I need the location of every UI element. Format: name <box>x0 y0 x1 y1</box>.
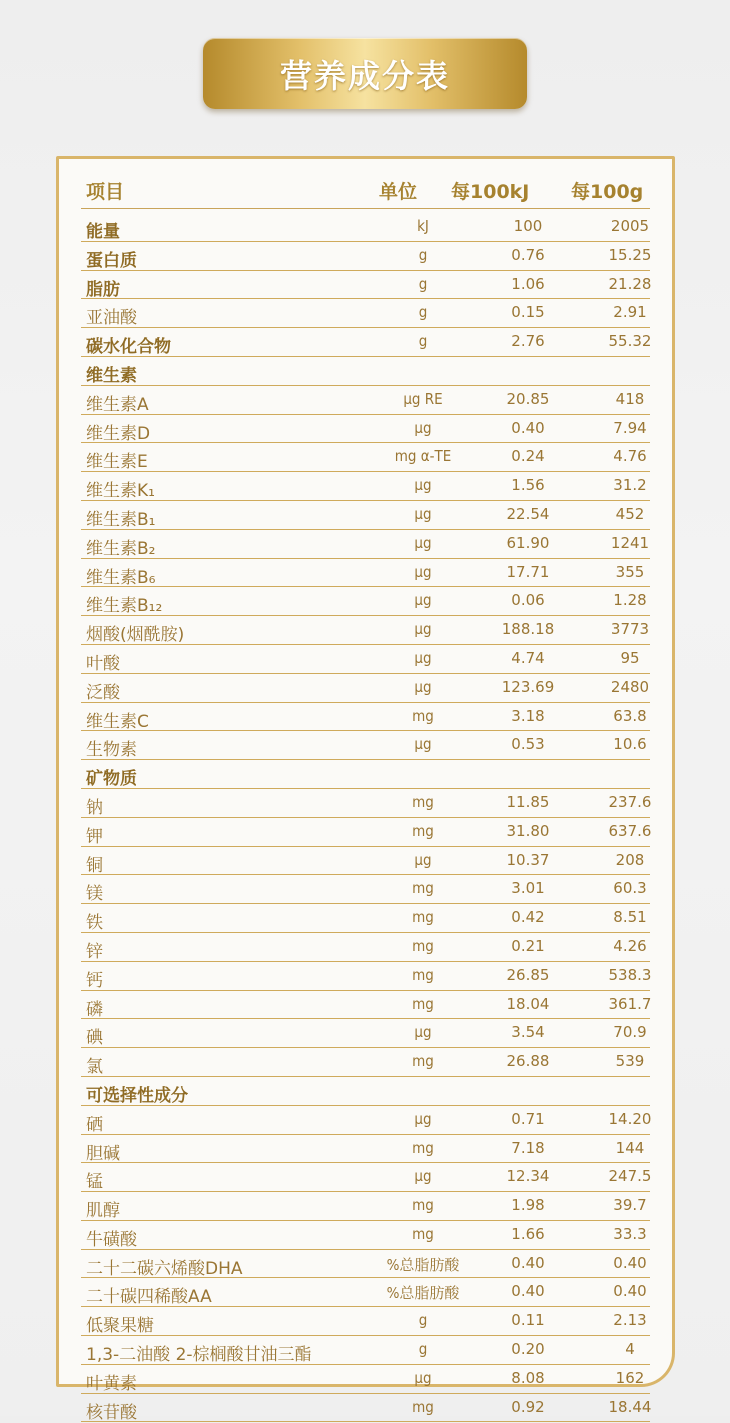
value-per-100g: 208 <box>615 850 645 869</box>
value-per-100g: 15.25 <box>608 245 652 264</box>
value-per-100kj: 1.98 <box>511 1196 545 1215</box>
value-per-100g: 418 <box>615 389 645 408</box>
header-divider <box>81 208 650 209</box>
table-row <box>81 1106 650 1135</box>
value-per-100kj: 0.53 <box>511 735 545 754</box>
nutrient-name: 碳水化合物 <box>86 337 171 358</box>
table-row <box>81 875 650 904</box>
table-row <box>81 1336 650 1365</box>
table-row <box>81 501 650 530</box>
nutrient-unit: mg <box>412 1052 434 1071</box>
nutrient-name: 碘 <box>86 1028 103 1049</box>
nutrient-name: 维生素B₆ <box>86 567 156 588</box>
value-per-100g: 3773 <box>610 620 650 639</box>
nutrient-unit: g <box>418 1311 428 1330</box>
value-per-100g: 4.26 <box>613 936 647 955</box>
value-per-100kj: 11.85 <box>506 792 550 811</box>
value-per-100g: 162 <box>615 1368 645 1387</box>
nutrient-name: 脂肪 <box>86 279 120 300</box>
value-per-100kj: 1.56 <box>511 476 545 495</box>
table-row <box>81 789 650 818</box>
nutrient-unit: mg <box>412 821 434 840</box>
table-row <box>81 1019 650 1048</box>
nutrient-name: 维生素 <box>86 365 137 386</box>
value-per-100kj: 3.01 <box>511 879 545 898</box>
nutrient-unit: mg <box>412 792 434 811</box>
value-per-100g: 452 <box>615 504 645 523</box>
value-per-100kj: 0.20 <box>511 1340 545 1359</box>
value-per-100g: 10.6 <box>613 735 647 754</box>
nutrient-unit: μg <box>414 1109 432 1128</box>
value-per-100kj: 3.18 <box>511 706 545 725</box>
nutrient-name: 叶酸 <box>86 653 120 674</box>
nutrient-name: 烟酸(烟酰胺) <box>86 625 185 646</box>
value-per-100g: 33.3 <box>613 1224 647 1243</box>
nutrient-unit: μg <box>414 735 432 754</box>
nutrient-unit: g <box>418 332 428 351</box>
value-per-100kj: 1.66 <box>511 1224 545 1243</box>
nutrient-unit: mg <box>412 1224 434 1243</box>
table-row <box>81 933 650 962</box>
value-per-100kj: 61.90 <box>506 533 550 552</box>
value-per-100g: 39.7 <box>613 1196 647 1215</box>
table-row <box>81 731 650 760</box>
header-unit: 单位 <box>379 181 418 203</box>
value-per-100kj: 10.37 <box>506 850 550 869</box>
value-per-100g: 4 <box>625 1340 635 1359</box>
nutrient-unit: g <box>418 303 428 322</box>
value-per-100g: 237.6 <box>608 792 652 811</box>
table-row <box>81 587 650 616</box>
nutrient-unit: mg <box>412 1196 434 1215</box>
value-per-100g: 0.40 <box>613 1253 647 1272</box>
nutrient-unit: g <box>418 245 428 264</box>
nutrient-unit: mg <box>412 706 434 725</box>
nutrient-unit: μg <box>414 504 432 523</box>
table-row <box>81 1307 650 1336</box>
nutrient-unit: g <box>418 274 428 293</box>
nutrient-name: 维生素B₂ <box>86 538 156 559</box>
nutrient-name: 可选择性成分 <box>86 1085 188 1106</box>
nutrient-name: 核苷酸 <box>86 1402 137 1423</box>
value-per-100g: 637.6 <box>608 821 652 840</box>
table-row <box>81 674 650 703</box>
nutrient-unit: mg <box>412 936 434 955</box>
value-per-100kj: 0.40 <box>511 1253 545 1272</box>
value-per-100g: 0.40 <box>613 1282 647 1301</box>
value-per-100g: 2.91 <box>613 303 647 322</box>
table-row <box>81 991 650 1020</box>
nutrient-unit: μg <box>414 1167 432 1186</box>
nutrient-unit: μg RE <box>403 389 443 408</box>
nutrient-name: 二十碳四稀酸AA <box>86 1287 212 1308</box>
value-per-100kj: 4.74 <box>511 648 545 667</box>
nutrient-name: 矿物质 <box>86 769 137 790</box>
nutrient-unit: μg <box>414 591 432 610</box>
nutrient-name: 氯 <box>86 1057 103 1078</box>
table-row <box>81 443 650 472</box>
value-per-100g: 63.8 <box>613 706 647 725</box>
value-per-100kj: 12.34 <box>506 1167 550 1186</box>
value-per-100kj: 0.06 <box>511 591 545 610</box>
table-row <box>81 271 650 300</box>
value-per-100kj: 17.71 <box>506 562 550 581</box>
value-per-100kj: 0.24 <box>511 447 545 466</box>
table-row <box>81 1250 650 1279</box>
value-per-100g: 144 <box>615 1138 645 1157</box>
title-banner <box>203 38 527 109</box>
nutrient-unit: μg <box>414 476 432 495</box>
value-per-100g: 539 <box>615 1052 645 1071</box>
nutrient-name: 锌 <box>86 941 103 962</box>
value-per-100g: 538.3 <box>608 965 652 984</box>
nutrient-unit: mg <box>412 965 434 984</box>
nutrient-unit: g <box>418 1340 428 1359</box>
nutrient-unit: μg <box>414 677 432 696</box>
header-name: 项目 <box>86 181 125 203</box>
value-per-100kj: 100 <box>513 217 543 235</box>
table-row <box>81 616 650 645</box>
table-row <box>81 559 650 588</box>
table-row <box>81 1394 650 1423</box>
table-row <box>81 818 650 847</box>
nutrient-unit: mg <box>412 1397 434 1416</box>
nutrient-unit: mg <box>412 908 434 927</box>
value-per-100g: 7.94 <box>613 418 647 437</box>
table-row <box>81 386 650 415</box>
value-per-100g: 2.13 <box>613 1311 647 1330</box>
nutrient-unit: μg <box>414 562 432 581</box>
value-per-100kj: 0.40 <box>511 1282 545 1301</box>
table-row <box>81 530 650 559</box>
value-per-100g: 18.44 <box>608 1397 652 1416</box>
table-row <box>81 1278 650 1307</box>
nutrient-name: 维生素D <box>86 423 151 444</box>
nutrient-unit: mg <box>412 1138 434 1157</box>
category-row <box>81 1077 650 1106</box>
nutrient-unit: μg <box>414 648 432 667</box>
nutrient-unit: mg <box>412 994 434 1013</box>
nutrient-unit: kJ <box>417 217 429 235</box>
value-per-100g: 2005 <box>610 217 650 235</box>
value-per-100kj: 7.18 <box>511 1138 545 1157</box>
value-per-100g: 2480 <box>610 677 650 696</box>
nutrient-name: 维生素C <box>86 711 149 732</box>
nutrient-name: 1,3-二油酸 2-棕榈酸甘油三酯 <box>86 1345 312 1366</box>
table-row <box>81 847 650 876</box>
table-row <box>81 1163 650 1192</box>
nutrient-name: 维生素K₁ <box>86 481 155 502</box>
table-row <box>81 415 650 444</box>
value-per-100g: 4.76 <box>613 447 647 466</box>
table-body <box>59 213 672 1422</box>
nutrient-name: 肌醇 <box>86 1201 120 1222</box>
value-per-100g: 70.9 <box>613 1023 647 1042</box>
value-per-100kj: 20.85 <box>506 389 550 408</box>
nutrient-name: 叶黄素 <box>86 1373 137 1394</box>
table-row <box>81 1135 650 1164</box>
nutrient-name: 维生素A <box>86 394 149 415</box>
value-per-100kj: 0.42 <box>511 908 545 927</box>
value-per-100kj: 26.85 <box>506 965 550 984</box>
header-per-100kj: 每100kJ <box>451 181 530 203</box>
value-per-100kj: 188.18 <box>501 620 555 639</box>
table-row <box>81 1192 650 1221</box>
value-per-100g: 1241 <box>610 533 650 552</box>
value-per-100kj: 18.04 <box>506 994 550 1013</box>
nutrient-unit: μg <box>414 418 432 437</box>
value-per-100kj: 31.80 <box>506 821 550 840</box>
table-row <box>81 703 650 732</box>
nutrient-name: 铁 <box>86 913 103 934</box>
value-per-100kj: 26.88 <box>506 1052 550 1071</box>
value-per-100g: 8.51 <box>613 908 647 927</box>
nutrient-name: 硒 <box>86 1114 103 1135</box>
nutrient-name: 镁 <box>86 884 103 905</box>
value-per-100g: 31.2 <box>613 476 647 495</box>
value-per-100kj: 0.15 <box>511 303 545 322</box>
value-per-100g: 60.3 <box>613 879 647 898</box>
value-per-100g: 361.7 <box>608 994 652 1013</box>
table-row <box>81 213 650 242</box>
nutrient-name: 磷 <box>86 999 103 1020</box>
value-per-100g: 247.5 <box>608 1167 652 1186</box>
value-per-100g: 55.32 <box>608 332 652 351</box>
value-per-100g: 21.28 <box>608 274 652 293</box>
table-row <box>81 1048 650 1077</box>
header-per-100g: 每100g <box>571 181 644 203</box>
category-row <box>81 357 650 386</box>
value-per-100kj: 123.69 <box>501 677 555 696</box>
nutrient-name: 锰 <box>86 1172 103 1193</box>
nutrient-name: 铜 <box>86 855 103 876</box>
table-row <box>81 1221 650 1250</box>
table-header <box>59 169 672 211</box>
nutrient-name: 生物素 <box>86 740 137 761</box>
table-row <box>81 242 650 271</box>
value-per-100g: 95 <box>620 648 640 667</box>
nutrient-unit: μg <box>414 850 432 869</box>
nutrient-name: 维生素B₁ <box>86 509 156 530</box>
table-row <box>81 1365 650 1394</box>
value-per-100kj: 0.11 <box>511 1311 545 1330</box>
table-row <box>81 328 650 357</box>
value-per-100g: 14.20 <box>608 1109 652 1128</box>
table-row <box>81 472 650 501</box>
nutrient-unit: mg α-TE <box>394 447 452 466</box>
table-row <box>81 645 650 674</box>
category-row <box>81 760 650 789</box>
nutrient-name: 二十二碳六烯酸DHA <box>86 1258 243 1279</box>
nutrient-name: 胆碱 <box>86 1143 120 1164</box>
table-row <box>81 904 650 933</box>
value-per-100kj: 22.54 <box>506 504 550 523</box>
value-per-100kj: 3.54 <box>511 1023 545 1042</box>
nutrient-name: 牛磺酸 <box>86 1229 137 1250</box>
nutrient-unit: mg <box>412 879 434 898</box>
nutrient-name: 钙 <box>86 970 103 991</box>
value-per-100kj: 0.76 <box>511 245 545 264</box>
value-per-100kj: 2.76 <box>511 332 545 351</box>
value-per-100kj: 0.71 <box>511 1109 545 1128</box>
nutrient-name: 钠 <box>86 797 103 818</box>
nutrient-unit: μg <box>414 1368 432 1387</box>
nutrition-table <box>56 156 675 1423</box>
value-per-100kj: 8.08 <box>511 1368 545 1387</box>
nutrient-name: 能量 <box>86 222 120 242</box>
nutrient-unit: μg <box>414 533 432 552</box>
nutrient-name: 泛酸 <box>86 682 120 703</box>
value-per-100kj: 0.40 <box>511 418 545 437</box>
value-per-100kj: 0.92 <box>511 1397 545 1416</box>
table-row <box>81 962 650 991</box>
table-row <box>81 299 650 328</box>
nutrient-name: 低聚果糖 <box>86 1316 154 1337</box>
nutrient-name: 亚油酸 <box>86 308 137 329</box>
nutrient-unit: μg <box>414 1023 432 1042</box>
nutrient-unit: %总脂肪酸 <box>386 1255 460 1274</box>
nutrient-name: 蛋白质 <box>86 250 137 271</box>
value-per-100kj: 0.21 <box>511 936 545 955</box>
nutrient-name: 维生素B₁₂ <box>86 596 163 617</box>
page-title: 营养成分表 <box>279 56 450 95</box>
value-per-100kj: 1.06 <box>511 274 545 293</box>
nutrient-unit: μg <box>414 620 432 639</box>
value-per-100g: 355 <box>615 562 645 581</box>
nutrient-name: 钾 <box>86 826 103 847</box>
nutrient-name: 维生素E <box>86 452 148 473</box>
value-per-100g: 1.28 <box>613 591 647 610</box>
nutrient-unit: %总脂肪酸 <box>386 1284 460 1303</box>
